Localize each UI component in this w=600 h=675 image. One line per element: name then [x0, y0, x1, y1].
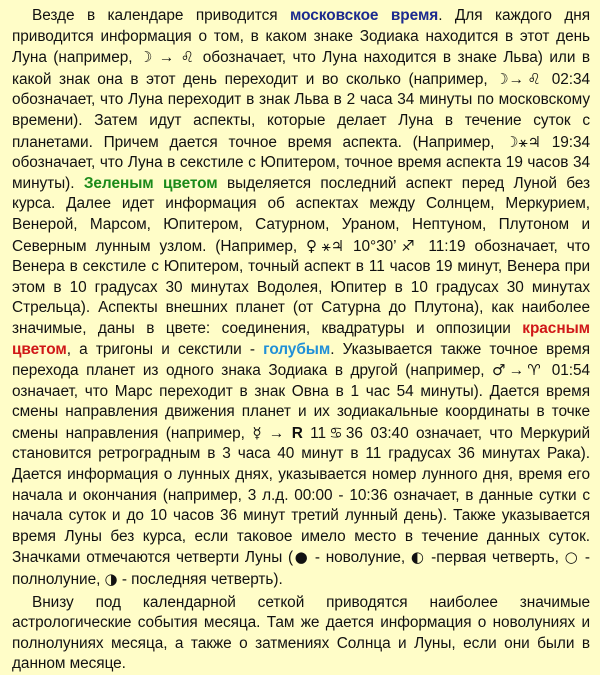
first-quarter-moon-icon: ◐ — [410, 548, 426, 567]
jupiter-symbol: ♃ — [330, 236, 345, 255]
leo-symbol: ♌ — [180, 48, 197, 67]
arrow-symbol: → — [508, 362, 525, 380]
aries-symbol: ♈ — [524, 361, 545, 380]
text-fragment: выделяется последний аспект перед Луной без курса. Далее идет информация об аспектах между Солнцем, Меркурием, Венерой, Марсом, Юпитером, Сатурном, Ураном, Нептуном, Плутоном и Северным лунным узлом. (Например, — [12, 174, 590, 255]
venus-symbol: ♀ — [306, 236, 322, 255]
sextile-symbol: ⚹ — [518, 132, 528, 151]
moon-symbol: ☽ — [495, 69, 509, 88]
mercury-symbol: ☿ — [252, 423, 262, 442]
text-fragment: обозначает, что Луна в секстиле с Юпитером, точное время аспекта 19 часов 34 минуты). — [12, 154, 590, 192]
jupiter-symbol: ♃ — [527, 132, 541, 151]
text-fragment: обозначает, что Луна переходит в знак Льва в 2 часа 34 минуты по московскому времени). Затем идут аспекты, которые делает Луна в течение суток с планетами. Причем дается точное время аспекта. (Например, — [12, 91, 590, 151]
text-fragment: означает, что Марс переходит в знак Овна в 1 час 54 минуты). Дается время смены направления движения планет и их зодиакальные координаты в точке смены направления (например, — [12, 382, 590, 442]
full-moon-icon: ○ — [564, 548, 580, 567]
text-fragment: Везде в календаре приводится — [32, 7, 290, 24]
arrow-symbol: → — [261, 424, 292, 442]
text-fragment: . Для каждого дня приводится информация о том, в каком знаке Зодиака находится в этот день Луна (например, — [12, 7, 591, 67]
calendar-explanation-paragraph — [12, 6, 590, 591]
moon-symbol: ☽ — [505, 132, 519, 151]
moon-symbol: ☽ — [138, 48, 153, 67]
red-color-highlight: красным цветом — [12, 319, 590, 358]
sextile-symbol: ⚹ — [321, 236, 331, 255]
full-moon-label: - полнолуние, — [12, 549, 590, 589]
text-fragment: обозначает, что Венера в секстиле с Юпитером, точный аспект в 11 часов 19 минут, Венера при этом в 10 градусах 30 минутах Водолея, Юпитер в 10 градусах 30 минутах Стрельца). Аспекты внешних планет (от Сатурна до Плутона), как наиболее значимые, даны в цвете: соединения, квадратуры и оппозиции — [12, 237, 590, 337]
leo-symbol: ♌ — [524, 69, 545, 88]
text-fragment: . Указывается также точное время перехода планет из одного знака Зодиака в другой (например, — [12, 340, 590, 380]
arrow-symbol: → — [152, 49, 181, 67]
example-time: 02:34 — [544, 70, 590, 88]
new-moon-label: - новолуние, — [309, 549, 411, 567]
green-color-highlight: Зеленым цветом — [83, 174, 218, 192]
last-quarter-moon-icon: ◑ — [104, 570, 118, 589]
text-fragment: , а тригоны и секстили - — [66, 340, 264, 358]
month-events-paragraph: Внизу под календарной сеткой приводятся наиболее значимые астрологические события месяца. Там же дается информация о новолуниях и полнолуниях месяца, а также о затмениях Солнца и Луны, если они были в данном месяце. — [12, 593, 590, 673]
new-moon-icon: ● — [293, 548, 310, 567]
text-fragment: обозначает, что Луна находится в знаке Льва) или в какой знак она в этот день переходит и во сколько (например, — [12, 49, 590, 88]
last-quarter-label: - последняя четверть). — [117, 571, 283, 589]
sagittarius-symbol: ♐ — [396, 236, 420, 255]
light-blue-highlight: голубым — [263, 340, 331, 358]
moscow-time-highlight: московское время — [290, 7, 439, 24]
mars-symbol: ♂ — [492, 361, 509, 380]
first-quarter-label: -первая четверть, — [425, 549, 565, 567]
example-degree: 10°30’ — [344, 237, 397, 255]
example-time: 01:54 — [544, 362, 590, 380]
example-time: 36 03:40 — [345, 424, 409, 442]
text-fragment: означает, что Меркурий становится ретроградным в 3 часа 40 минут в 11 градусах 36 минутах Рака). Дается информация о лунных днях, указывается номер лунного дня, время его начала и окончания (например, 3 л.д. 00:00 - 10:36 означает, в данные сутки с начала суток и до 10 часов 36 минут третий лунный день). Также указывается время Луны без курса, если таковое имело место в течение данных суток. Значками отмечаются четверти Луны ( — [12, 424, 591, 567]
example-time: 11:19 — [419, 237, 466, 255]
cancer-symbol: ♋ — [326, 423, 346, 442]
example-time: 19:34 — [540, 133, 590, 151]
retrograde-mark: R — [291, 424, 303, 442]
arrow-symbol: → — [508, 70, 524, 88]
example-degree: 11 — [302, 424, 327, 442]
